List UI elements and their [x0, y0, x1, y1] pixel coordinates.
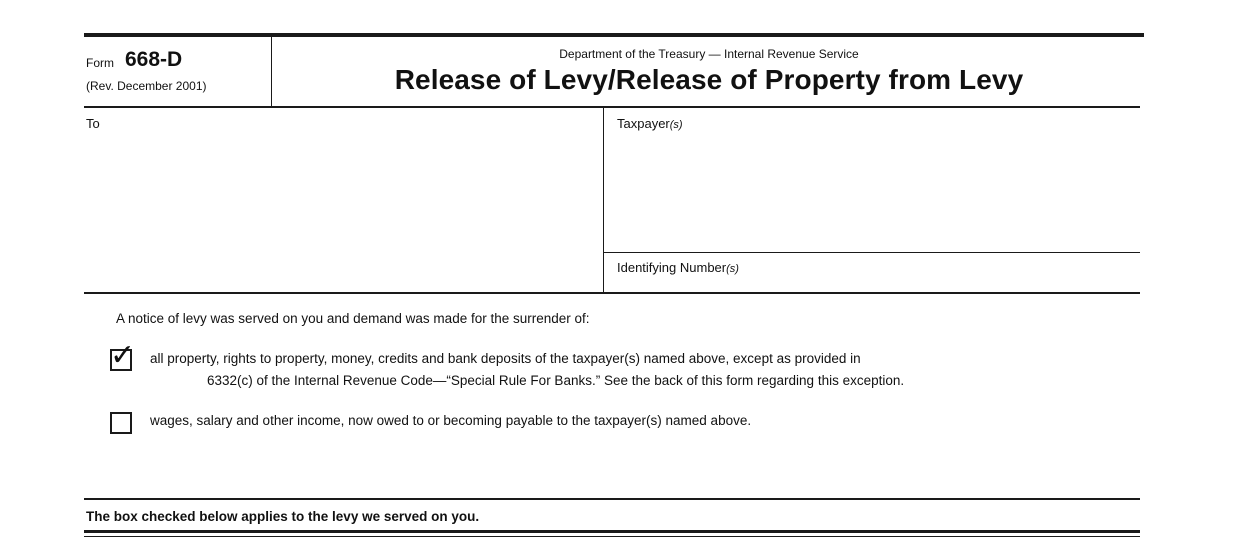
footer-bottom-rule — [84, 530, 1140, 533]
form-number: 668-D — [125, 48, 183, 71]
top-thick-rule — [84, 33, 1144, 37]
fields-bottom-rule — [84, 292, 1140, 294]
to-label: To — [86, 116, 100, 131]
property-option-line-2: 6332(c) of the Internal Revenue Code—“Special Rule For Banks.” See the back of this form regarding this exception. — [207, 373, 905, 388]
revision-date: (Rev. December 2001) — [86, 79, 207, 93]
footer-top-rule — [84, 498, 1140, 500]
taxpayer-bottom-rule — [604, 252, 1140, 253]
wages-checkbox[interactable] — [110, 412, 132, 434]
footer-bottom-rule-2 — [84, 536, 1140, 537]
taxpayer-field[interactable] — [617, 116, 1137, 248]
identifying-number-label: Identifying Number — [617, 260, 727, 275]
identifying-number-label-suffix: (s) — [726, 263, 739, 275]
department-line: Department of the Treasury — Internal Revenue Service — [559, 47, 859, 61]
to-field[interactable] — [86, 116, 600, 288]
form-label: Form — [86, 56, 114, 70]
levy-notice-text: A notice of levy was served on you and demand was made for the surrender of: — [116, 311, 590, 326]
wages-option-text: wages, salary and other income, now owed to or becoming payable to the taxpayer(s) named above. — [150, 413, 752, 428]
fields-divider-vertical — [603, 108, 604, 292]
header-divider-vertical — [271, 37, 272, 107]
taxpayer-label: Taxpayer — [617, 116, 670, 131]
identifying-number-field[interactable] — [617, 260, 1137, 288]
taxpayer-label-suffix: (s) — [669, 119, 683, 131]
checkmark-icon: ✓ — [110, 338, 136, 373]
form-title: Release of Levy/Release of Property from Levy — [394, 64, 1024, 95]
header-bottom-rule — [84, 106, 1140, 108]
box-checked-note: The box checked below applies to the levy we served on you. — [86, 509, 480, 524]
property-option-line-1: all property, rights to property, money, credits and bank deposits of the taxpayer(s) named above, except as provided in — [150, 351, 861, 366]
property-checkbox[interactable] — [110, 338, 136, 373]
